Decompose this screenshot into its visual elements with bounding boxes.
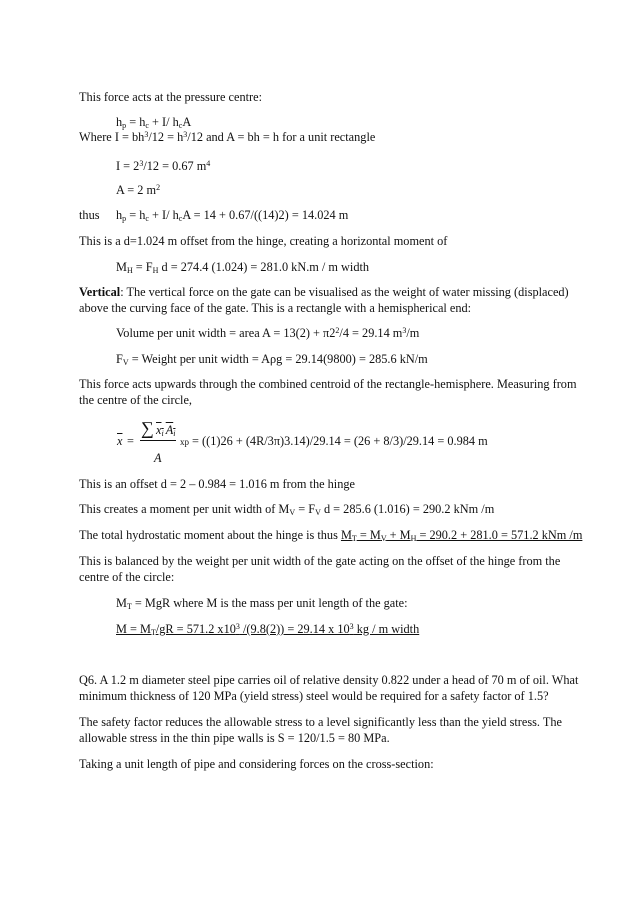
mass-result: $M = M_T/gR = 571.2$ $x10^3$ /(9.8(2)) = 29.14 x $10^3$ kg / m width: [116, 622, 420, 637]
equation-line: A = 2 $m^2$: [116, 183, 161, 197]
pressure-centre-formula: $h_p = h_c + I/$ $h_cA$: [116, 115, 192, 130]
text-line: minimum thickness of 120 MPa (yield stress) steel would be required for a safety factor of 1.5?: [79, 689, 549, 703]
text-line: Taking a unit length of pipe and considering forces on the cross-section:: [79, 757, 434, 771]
text-line: This force acts upwards through the combined centroid of the rectangle-hemisphere. Measuring from: [79, 377, 577, 391]
centroid-result: = ((1)26 + (4R/3π)3.14)/29.14 = (26 + 8/3)/29.14 = 0.984 m: [192, 434, 488, 448]
text-line: centre of the circle:: [79, 570, 175, 584]
text-line: above the curving face of the gate. This is a rectangle with a hemispherical end:: [79, 301, 472, 315]
equals-sign: =: [127, 434, 134, 448]
equation-line: Volume per unit width = area $A = 13(2) + \pi 2^2/4 = 29.14$ $m^3/m$: [116, 326, 420, 340]
text-line: This is a d=1.024 m offset from the hinge, creating a horizontal moment of: [79, 234, 448, 248]
equation-line: $h_p = h_c + I/$ $h_cA = 14 + 0.67/((14)2) = 14.024$ m: [116, 208, 349, 223]
text-line: This force acts at the pressure centre:: [79, 90, 263, 104]
sigma-symbol: ∑: [141, 418, 154, 438]
denominator: A: [154, 451, 162, 465]
equation-line: $M_T$ = MgR where M is the mass per unit length of the gate:: [116, 596, 408, 611]
numerator: $x_i$ $A_i$: [156, 423, 176, 438]
equation-line: $F_V$ = Weight per unit width = Aρg = 29.14(9800) = 285.6 kN/m: [116, 352, 428, 367]
fraction-bar: [140, 440, 176, 441]
text-line: This is an offset d = 2 – 0.984 = 1.016 m from the hinge: [79, 477, 355, 491]
equation-line: $M_H = F_H$ d = 274.4 (1.024) = 281.0 kN.m / m width: [116, 260, 370, 275]
text-line: Vertical: The vertical force on the gate can be visualised as the weight of water missing (displaced): [79, 285, 569, 299]
xp-label: xp: [180, 437, 189, 447]
text-line: allowable stress in the thin pipe walls is S = 120/1.5 = 80 MPa.: [79, 731, 390, 745]
text-line: This is balanced by the weight per unit width of the gate acting on the offset of the hinge from the: [79, 554, 561, 568]
xbar-symbol: $\overline{x}$: [117, 434, 123, 448]
equation-line: $I = 2^3/12 = 0.67$ $m^4$: [116, 159, 211, 173]
text-line: Where $I = bh^3/12 = h^3/12$ and A = bh = h for a unit rectangle: [79, 130, 376, 144]
text-line: The total hydrostatic moment about the hinge is thus $M_T = M_V + M_H = 290.2 + 281.0 = 571.2$ kNm /m: [79, 528, 583, 543]
text-line: This creates a moment per unit width of $M_V = F_V$ d = 285.6 (1.016) = 290.2 kNm /m: [79, 502, 495, 517]
thus-label: thus: [79, 208, 100, 222]
text-line: the centre of the circle,: [79, 393, 192, 407]
question-q6: Q6. A 1.2 m diameter steel pipe carries oil of relative density 0.822 under a head of 70 m of oil. What: [79, 673, 579, 687]
text-line: The safety factor reduces the allowable stress to a level significantly less than the yield stress. The: [79, 715, 562, 729]
total-moment-result: $M_T = M_V + M_H = 290.2 + 281.0 = 571.2$ kNm /m: [340, 528, 583, 543]
